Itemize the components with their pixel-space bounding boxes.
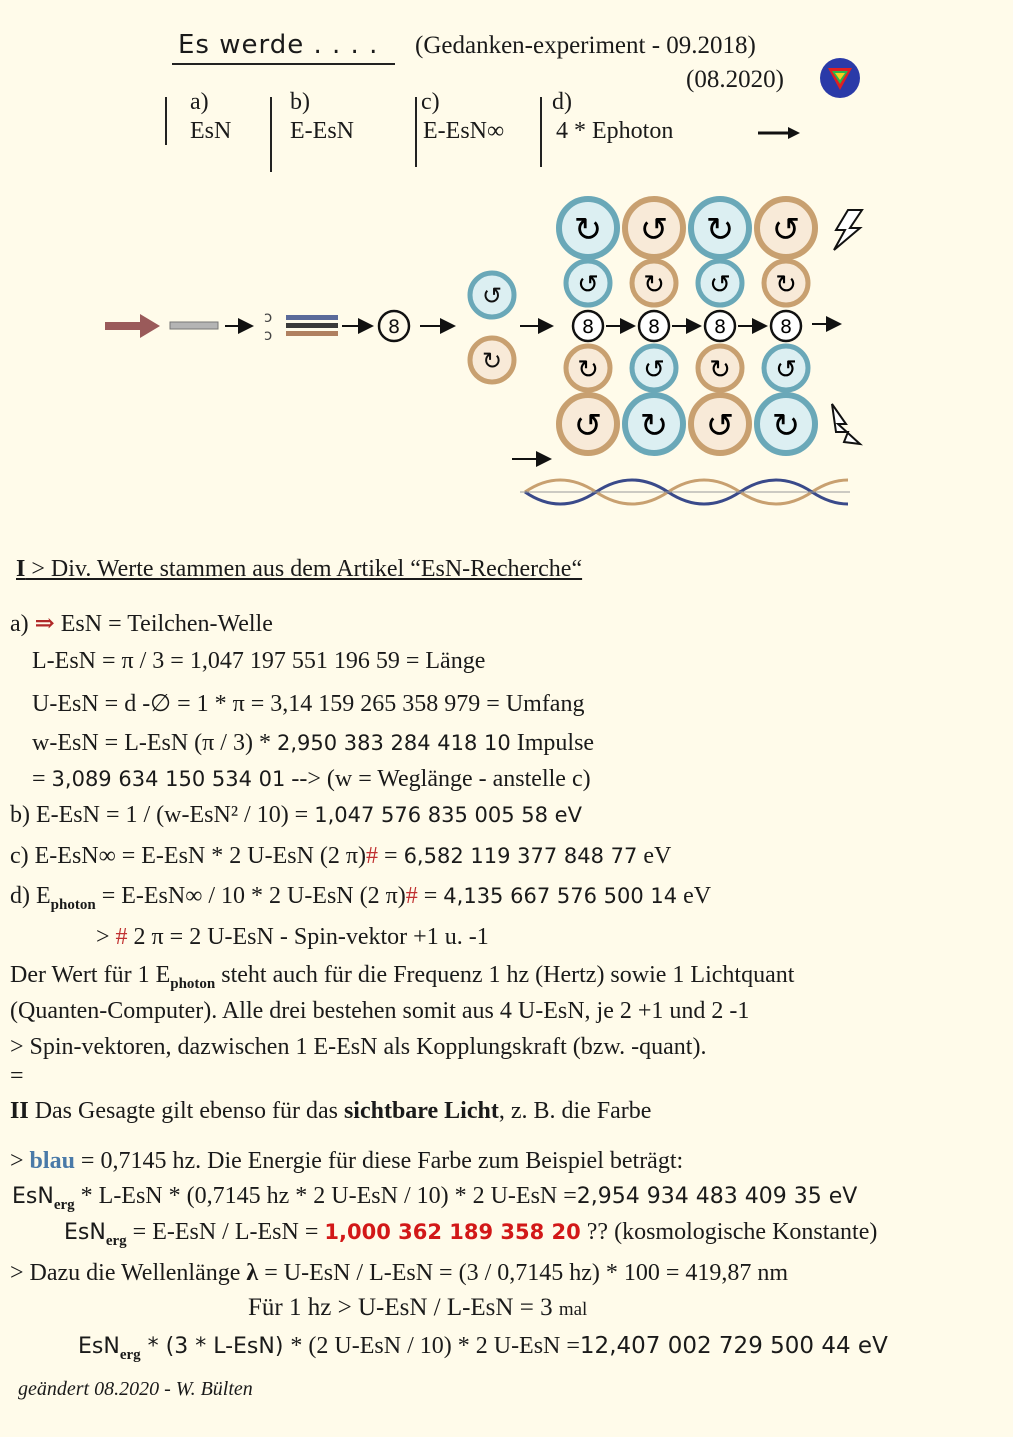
- line-d: d) $E_{photon} = E-EsN\infty / 10 * 2$ U-EsN (2 π)# = 4,135 667 576 500 14 eV: [10, 883, 712, 913]
- subtitle-date: (08.2020): [686, 66, 784, 93]
- svg-text:↺: ↺: [775, 355, 797, 385]
- line-a: a) ⇒ EsN = Teilchen-Welle: [10, 611, 273, 637]
- column-divider: [540, 97, 542, 167]
- svg-text:↺: ↺: [643, 355, 665, 385]
- svg-text:↻: ↻: [639, 406, 669, 446]
- svg-text:8: 8: [779, 316, 793, 338]
- svg-text:↺: ↺: [709, 270, 731, 300]
- svg-text:↻: ↻: [771, 406, 801, 446]
- column-d-label: 4 * Ephoton: [556, 118, 674, 144]
- svg-text:↻: ↻: [481, 347, 503, 375]
- incoming-arrow-icon: [105, 314, 160, 338]
- column-a-letter: a): [190, 89, 209, 115]
- paragraph-line-3: > Spin-vektoren, dazwischen 1 E-EsN als Kopplungskraft (bzw. -quant).: [10, 1034, 707, 1060]
- svg-text:↻: ↻: [573, 210, 603, 250]
- svg-text:↺: ↺: [771, 210, 801, 250]
- paragraph-line-1: Der Wert für 1 $E_{photon}$ steht auch für die Frequenz 1 hz (Hertz) sowie 1 Lichtquant: [10, 962, 795, 992]
- line-spin: > # 2 π = 2 U-EsN - Spin-vektor +1 u. -1: [96, 924, 489, 950]
- line-1hz: Für 1 hz > U-EsN / L-EsN = 3 mal: [248, 1294, 588, 1321]
- wave-icon: [520, 480, 850, 504]
- svg-text:↻: ↻: [577, 355, 599, 385]
- title-underline: [172, 63, 395, 65]
- svg-text:↺: ↺: [639, 210, 669, 250]
- line-b: b) E-EsN = 1 / (w-EsN² / 10) = 1,047 576 835 005 58 eV: [10, 802, 582, 828]
- line-u-esn: U-EsN = d -∅ = 1 * π = 3,14 159 265 358 979 = Umfang: [32, 691, 585, 717]
- svg-text:↺: ↺: [481, 282, 503, 310]
- page-title: Es werde . . . .: [178, 30, 379, 60]
- line-erg-1: EsN$_{erg}$ * L-EsN * (0,7145 hz * 2 U-EsN / 10) * 2 U-EsN =2,954 934 483 409 35 eV: [12, 1183, 858, 1213]
- svg-text:↺: ↺: [577, 270, 599, 300]
- waveband-icon: [170, 322, 218, 329]
- line-w2: = 3,089 634 150 534 01 --> (w = Weglänge - anstelle c): [32, 766, 591, 792]
- footer-credit: geändert 08.2020 - W. Bülten: [18, 1378, 253, 1400]
- subtitle: (Gedanken-experiment - 09.2018): [415, 32, 756, 59]
- svg-text:8: 8: [647, 316, 661, 338]
- arrow-right-icon: [756, 124, 802, 142]
- line-w-esn: w-EsN = L-EsN (π / 3) * 2,950 383 284 418 10 Impulse: [32, 730, 595, 756]
- svg-text:↺: ↺: [705, 406, 735, 446]
- section1-heading: I > Div. Werte stammen aus dem Artikel “EsN-Recherche“: [16, 556, 583, 582]
- stripes-icon: [286, 315, 338, 336]
- column-d-letter: d): [552, 89, 572, 115]
- line-l-esn: L-EsN = π / 3 = 1,047 197 551 196 59 = Länge: [32, 648, 486, 674]
- line-erg-3: EsN$_{erg}$ * (3 * L-EsN) * (2 U-EsN / 10) * 2 U-EsN =12,407 002 729 500 44 eV: [78, 1333, 888, 1363]
- equals-sign: =: [10, 1063, 24, 1089]
- svg-text:↻: ↻: [709, 355, 731, 385]
- double-arrow-icon: ⇒: [34, 611, 55, 637]
- column-b-label: E-EsN: [290, 118, 354, 144]
- lightning-icon: [832, 404, 860, 444]
- column-divider: [165, 97, 167, 145]
- paragraph-line-2: (Quanten-Computer). Alle drei bestehen somit aus 4 U-EsN, je 2 +1 und 2 -1: [10, 998, 750, 1024]
- column-c-letter: c): [421, 89, 440, 115]
- svg-text:ↄ: ↄ: [264, 308, 273, 326]
- line-c: c) E-EsN∞ = E-EsN * 2 U-EsN (2 π)# = 6,582 119 377 848 77 eV: [10, 843, 672, 869]
- svg-text:8: 8: [387, 316, 401, 338]
- line-erg-2: EsN$_{erg}$ = E-EsN / L-EsN = 1,000 362 189 358 20 ?? (kosmologische Konstante): [64, 1219, 878, 1249]
- svg-text:8: 8: [581, 316, 595, 338]
- particle-diagram: [0, 180, 1013, 525]
- lightning-icon: [834, 210, 862, 250]
- svg-text:↺: ↺: [573, 406, 603, 446]
- spin-grid: [559, 199, 838, 453]
- svg-text:ↄ: ↄ: [264, 326, 273, 344]
- column-divider: [415, 97, 417, 167]
- line-lambda: > Dazu die Wellenlänge λ = U-EsN / L-EsN = (3 / 0,7145 hz) * 100 = 419,87 nm: [10, 1260, 789, 1286]
- svg-text:8: 8: [713, 316, 727, 338]
- column-b-letter: b): [290, 89, 310, 115]
- column-divider: [270, 97, 272, 172]
- column-a-label: EsN: [190, 118, 232, 144]
- svg-text:↻: ↻: [643, 270, 665, 300]
- column-c-label: E-EsN∞: [423, 118, 505, 144]
- svg-text:↻: ↻: [775, 270, 797, 300]
- logo-icon: [818, 56, 862, 100]
- section2-heading: II Das Gesagte gilt ebenso für das sichtbare Licht, z. B. die Farbe: [10, 1098, 652, 1124]
- svg-text:↻: ↻: [705, 210, 735, 250]
- line-blau: > blau = 0,7145 hz. Die Energie für diese Farbe zum Beispiel beträgt:: [10, 1148, 684, 1174]
